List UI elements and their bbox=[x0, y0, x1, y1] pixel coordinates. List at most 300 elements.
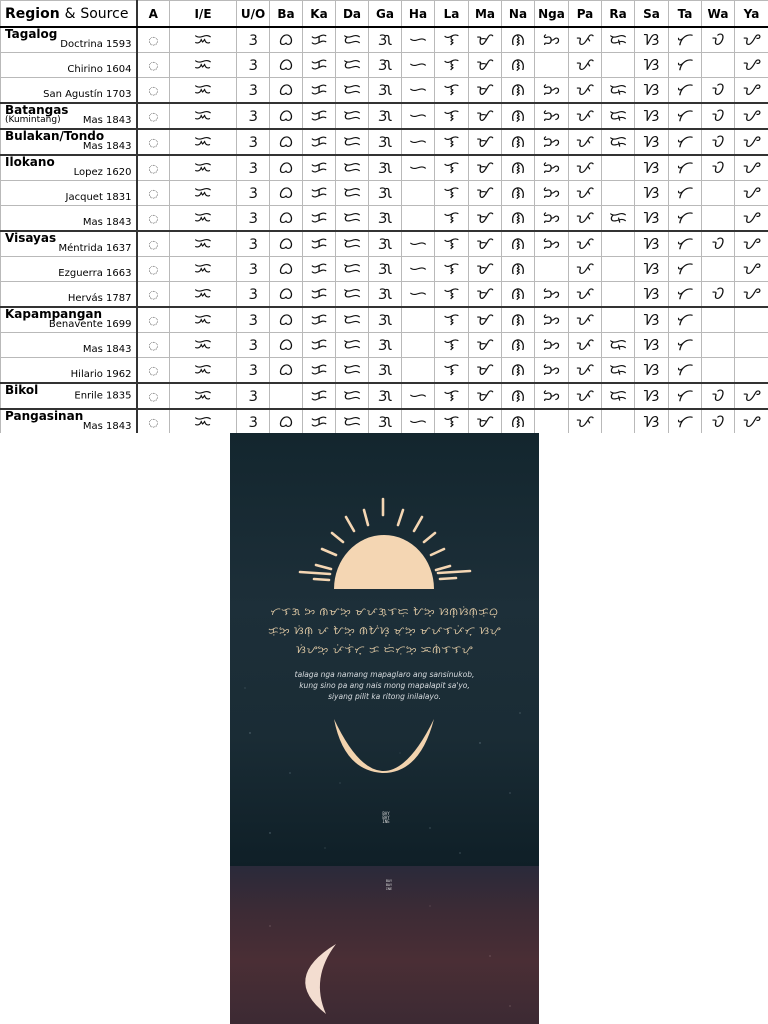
glyph-cell: ᜀ bbox=[137, 129, 170, 155]
glyph-cell: ᜆ bbox=[669, 103, 702, 129]
glyph-cell: ᜊ bbox=[270, 53, 303, 78]
column-header: U/O bbox=[237, 1, 270, 28]
glyph-cell bbox=[702, 206, 735, 232]
glyph-cell: ᜍ bbox=[602, 206, 635, 232]
glyph-cell: ᜇ bbox=[336, 333, 369, 358]
glyph-cell: ᜁ bbox=[170, 78, 237, 104]
glyph-cell: ᜀ bbox=[137, 27, 170, 53]
glyph-cell: ᜎ bbox=[435, 181, 469, 206]
glyph-cell: ᜅ bbox=[535, 206, 569, 232]
region-name: Batangas bbox=[5, 103, 69, 117]
glyph-cell: ᜑ bbox=[402, 129, 435, 155]
glyph-cell: ᜊ bbox=[270, 27, 303, 53]
glyph-cell: ᜀ bbox=[137, 383, 170, 409]
header-row bbox=[1, 1, 768, 28]
table-row bbox=[1, 409, 768, 433]
glyph-cell: ᜄ bbox=[369, 307, 402, 333]
source-name: Enrile 1835 bbox=[74, 390, 132, 402]
glyph-cell: ᜏ bbox=[702, 103, 735, 129]
glyph-cell: ᜎ bbox=[435, 103, 469, 129]
sun-icon bbox=[334, 535, 434, 589]
glyph-cell: ᜃ bbox=[303, 383, 336, 409]
column-header: Ya bbox=[735, 1, 768, 28]
glyph-cell: ᜇ bbox=[336, 155, 369, 181]
source-cell bbox=[1, 383, 137, 409]
source-name: Hilario 1962 bbox=[70, 369, 132, 380]
source-cell bbox=[1, 103, 137, 129]
glyph-cell: ᜈ bbox=[502, 181, 535, 206]
glyph-cell: ᜆ bbox=[669, 307, 702, 333]
glyph-cell: ᜍ bbox=[602, 103, 635, 129]
glyph-cell: ᜉ bbox=[569, 27, 602, 53]
glyph-cell: ᜎ bbox=[435, 231, 469, 257]
glyph-cell: ᜀ bbox=[137, 53, 170, 78]
baybayin-comparison-table bbox=[0, 0, 768, 433]
table-row bbox=[1, 181, 768, 206]
glyph-cell bbox=[702, 53, 735, 78]
table-row bbox=[1, 358, 768, 384]
glyph-cell bbox=[402, 307, 435, 333]
glyph-cell bbox=[735, 333, 768, 358]
glyph-cell: ᜌ bbox=[735, 53, 768, 78]
glyph-cell: ᜑ bbox=[402, 383, 435, 409]
crescent-moon-icon bbox=[305, 944, 336, 1014]
glyph-cell: ᜁ bbox=[170, 358, 237, 384]
glyph-cell: ᜉ bbox=[569, 78, 602, 104]
glyph-cell: ᜑ bbox=[402, 155, 435, 181]
glyph-cell: ᜈ bbox=[502, 383, 535, 409]
glyph-cell: ᜎ bbox=[435, 27, 469, 53]
glyph-cell: ᜌ bbox=[735, 27, 768, 53]
glyph-cell: ᜌ bbox=[735, 155, 768, 181]
glyph-cell: ᜎ bbox=[435, 307, 469, 333]
baybayin-line: ᜆᜎᜄ ᜅ ᜈᜋᜅ᜔ ᜋᜉᜄ᜔ᜎᜇᜓ ᜀᜅ᜔ ᜐᜈ᜔ᜐᜒᜈᜓᜃᜓᜊ᜔ bbox=[270, 606, 499, 618]
glyph-cell: ᜅ bbox=[535, 307, 569, 333]
glyph-cell: ᜁ bbox=[170, 155, 237, 181]
column-header: Wa bbox=[702, 1, 735, 28]
glyph-cell: ᜎ bbox=[435, 155, 469, 181]
glyph-cell: ᜆ bbox=[669, 53, 702, 78]
glyph-cell: ᜂ bbox=[237, 282, 270, 308]
glyph-cell bbox=[535, 53, 569, 78]
glyph-cell: ᜆ bbox=[669, 129, 702, 155]
table-row bbox=[1, 333, 768, 358]
glyph-cell: ᜉ bbox=[569, 409, 602, 433]
glyph-cell: ᜄ bbox=[369, 129, 402, 155]
table-body bbox=[1, 27, 768, 433]
glyph-cell: ᜎ bbox=[435, 358, 469, 384]
glyph-cell: ᜈ bbox=[502, 129, 535, 155]
glyph-cell: ᜈ bbox=[502, 307, 535, 333]
logo-mark: BAY BAY INE bbox=[382, 811, 390, 824]
glyph-cell: ᜐ bbox=[635, 409, 669, 433]
glyph-cell: ᜂ bbox=[237, 129, 270, 155]
region-label: Region bbox=[5, 5, 60, 22]
glyph-cell: ᜌ bbox=[735, 282, 768, 308]
glyph-cell: ᜎ bbox=[435, 333, 469, 358]
glyph-cell: ᜁ bbox=[170, 53, 237, 78]
bottom-panel bbox=[230, 866, 539, 1024]
glyph-cell: ᜑ bbox=[402, 78, 435, 104]
glyph-cell: ᜑ bbox=[402, 257, 435, 282]
glyph-cell: ᜊ bbox=[270, 409, 303, 433]
glyph-cell: ᜐ bbox=[635, 181, 669, 206]
glyph-cell: ᜊ bbox=[270, 78, 303, 104]
glyph-cell: ᜄ bbox=[369, 53, 402, 78]
glyph-cell bbox=[702, 333, 735, 358]
glyph-cell: ᜆ bbox=[669, 383, 702, 409]
glyph-cell: ᜋ bbox=[469, 155, 502, 181]
glyph-cell: ᜏ bbox=[702, 78, 735, 104]
source-cell bbox=[1, 78, 137, 104]
glyph-cell: ᜑ bbox=[402, 27, 435, 53]
source-cell bbox=[1, 409, 137, 433]
glyph-cell: ᜏ bbox=[702, 409, 735, 433]
glyph-cell: ᜈ bbox=[502, 206, 535, 232]
glyph-cell: ᜊ bbox=[270, 282, 303, 308]
table-row bbox=[1, 103, 768, 129]
glyph-cell: ᜂ bbox=[237, 181, 270, 206]
glyph-cell: ᜈ bbox=[502, 358, 535, 384]
glyph-cell: ᜄ bbox=[369, 231, 402, 257]
glyph-cell: ᜃ bbox=[303, 333, 336, 358]
glyph-cell: ᜉ bbox=[569, 181, 602, 206]
glyph-cell: ᜆ bbox=[669, 27, 702, 53]
glyph-cell bbox=[602, 231, 635, 257]
glyph-cell bbox=[702, 358, 735, 384]
glyph-cell bbox=[735, 307, 768, 333]
glyph-cell: ᜄ bbox=[369, 78, 402, 104]
source-name: Benavente 1699 bbox=[48, 319, 132, 330]
glyph-cell: ᜄ bbox=[369, 27, 402, 53]
column-header: Sa bbox=[635, 1, 669, 28]
script-table bbox=[0, 0, 768, 433]
column-header: Ta bbox=[669, 1, 702, 28]
glyph-cell: ᜄ bbox=[369, 383, 402, 409]
column-header: Ma bbox=[469, 1, 502, 28]
glyph-cell: ᜌ bbox=[735, 383, 768, 409]
glyph-cell: ᜀ bbox=[137, 78, 170, 104]
glyph-cell: ᜁ bbox=[170, 383, 237, 409]
glyph-cell: ᜃ bbox=[303, 358, 336, 384]
glyph-cell: ᜊ bbox=[270, 231, 303, 257]
column-header: Ha bbox=[402, 1, 435, 28]
glyph-cell: ᜃ bbox=[303, 27, 336, 53]
region-name: Pangasinan bbox=[5, 409, 84, 423]
glyph-cell: ᜉ bbox=[569, 53, 602, 78]
glyph-cell: ᜇ bbox=[336, 231, 369, 257]
glyph-cell: ᜐ bbox=[635, 282, 669, 308]
glyph-cell: ᜋ bbox=[469, 307, 502, 333]
glyph-cell: ᜎ bbox=[435, 53, 469, 78]
glyph-cell: ᜅ bbox=[535, 155, 569, 181]
glyph-cell: ᜁ bbox=[170, 409, 237, 433]
glyph-cell: ᜏ bbox=[702, 383, 735, 409]
glyph-cell: ᜅ bbox=[535, 383, 569, 409]
region-name: Tagalog bbox=[5, 27, 58, 41]
logo-mark: BAY BAY INE bbox=[385, 879, 393, 891]
glyph-cell: ᜇ bbox=[336, 27, 369, 53]
glyph-cell bbox=[602, 307, 635, 333]
glyph-cell: ᜁ bbox=[170, 206, 237, 232]
glyph-cell: ᜋ bbox=[469, 181, 502, 206]
glyph-cell: ᜉ bbox=[569, 358, 602, 384]
column-header: Na bbox=[502, 1, 535, 28]
glyph-cell: ᜎ bbox=[435, 206, 469, 232]
glyph-cell: ᜅ bbox=[535, 78, 569, 104]
glyph-cell: ᜇ bbox=[336, 129, 369, 155]
source-name: Mas 1843 bbox=[82, 115, 132, 126]
glyph-cell: ᜆ bbox=[669, 358, 702, 384]
glyph-cell bbox=[702, 257, 735, 282]
glyph-cell: ᜊ bbox=[270, 129, 303, 155]
glyph-cell: ᜆ bbox=[669, 181, 702, 206]
glyph-cell: ᜃ bbox=[303, 129, 336, 155]
column-header: Nga bbox=[535, 1, 569, 28]
glyph-cell: ᜀ bbox=[137, 333, 170, 358]
glyph-cell: ᜊ bbox=[270, 155, 303, 181]
source-name: San Agustín 1703 bbox=[43, 89, 132, 100]
source-cell bbox=[1, 257, 137, 282]
glyph-cell: ᜁ bbox=[170, 307, 237, 333]
glyph-cell: ᜈ bbox=[502, 257, 535, 282]
glyph-cell: ᜀ bbox=[137, 358, 170, 384]
glyph-cell: ᜑ bbox=[402, 53, 435, 78]
latin-line: siyang pilit ka ritong inilalayo. bbox=[328, 692, 441, 701]
glyph-cell: ᜈ bbox=[502, 231, 535, 257]
glyph-cell: ᜂ bbox=[237, 409, 270, 433]
source-name: Méntrida 1637 bbox=[58, 243, 132, 254]
glyph-cell: ᜇ bbox=[336, 53, 369, 78]
table-row bbox=[1, 206, 768, 232]
glyph-cell bbox=[270, 383, 303, 409]
glyph-cell: ᜋ bbox=[469, 333, 502, 358]
glyph-cell: ᜐ bbox=[635, 383, 669, 409]
source-name: Jacquet 1831 bbox=[65, 192, 132, 203]
column-header: I/E bbox=[170, 1, 237, 28]
glyph-cell: ᜀ bbox=[137, 103, 170, 129]
glyph-cell: ᜊ bbox=[270, 358, 303, 384]
glyph-cell: ᜋ bbox=[469, 27, 502, 53]
glyph-cell: ᜍ bbox=[602, 358, 635, 384]
glyph-cell: ᜇ bbox=[336, 409, 369, 433]
glyph-cell: ᜆ bbox=[669, 282, 702, 308]
glyph-cell: ᜂ bbox=[237, 155, 270, 181]
column-header: La bbox=[435, 1, 469, 28]
region-name: Bikol bbox=[5, 383, 39, 397]
glyph-cell: ᜂ bbox=[237, 103, 270, 129]
glyph-cell: ᜂ bbox=[237, 27, 270, 53]
source-name: Mas 1843 bbox=[82, 141, 132, 152]
table-row bbox=[1, 129, 768, 155]
glyph-cell: ᜎ bbox=[435, 129, 469, 155]
glyph-cell: ᜐ bbox=[635, 103, 669, 129]
glyph-cell: ᜍ bbox=[602, 27, 635, 53]
table-row bbox=[1, 78, 768, 104]
glyph-cell: ᜃ bbox=[303, 155, 336, 181]
glyph-cell: ᜆ bbox=[669, 231, 702, 257]
glyph-cell: ᜊ bbox=[270, 103, 303, 129]
glyph-cell: ᜀ bbox=[137, 257, 170, 282]
glyph-cell: ᜇ bbox=[336, 257, 369, 282]
glyph-cell: ᜇ bbox=[336, 307, 369, 333]
glyph-cell: ᜉ bbox=[569, 155, 602, 181]
glyph-cell: ᜋ bbox=[469, 129, 502, 155]
table-row bbox=[1, 155, 768, 181]
glyph-cell: ᜈ bbox=[502, 78, 535, 104]
glyph-cell: ᜑ bbox=[402, 282, 435, 308]
glyph-cell: ᜐ bbox=[635, 78, 669, 104]
crescent-moon-icon bbox=[334, 719, 434, 773]
glyph-cell: ᜇ bbox=[336, 383, 369, 409]
glyph-cell: ᜂ bbox=[237, 206, 270, 232]
glyph-cell: ᜆ bbox=[669, 409, 702, 433]
table-row bbox=[1, 231, 768, 257]
table-row bbox=[1, 282, 768, 308]
source-name: Mas 1843 bbox=[82, 217, 132, 228]
glyph-cell: ᜃ bbox=[303, 103, 336, 129]
glyph-cell: ᜀ bbox=[137, 409, 170, 433]
glyph-cell: ᜋ bbox=[469, 257, 502, 282]
glyph-cell: ᜋ bbox=[469, 103, 502, 129]
glyph-cell: ᜑ bbox=[402, 103, 435, 129]
glyph-cell bbox=[402, 333, 435, 358]
glyph-cell: ᜎ bbox=[435, 282, 469, 308]
glyph-cell: ᜀ bbox=[137, 282, 170, 308]
amp-label: & bbox=[64, 5, 76, 22]
glyph-cell: ᜃ bbox=[303, 257, 336, 282]
glyph-cell: ᜉ bbox=[569, 333, 602, 358]
glyph-cell: ᜐ bbox=[635, 27, 669, 53]
source-name: Hervás 1787 bbox=[67, 293, 132, 304]
glyph-cell: ᜋ bbox=[469, 358, 502, 384]
glyph-cell: ᜐ bbox=[635, 358, 669, 384]
glyph-cell: ᜍ bbox=[602, 78, 635, 104]
latin-poem bbox=[230, 669, 539, 702]
glyph-cell: ᜉ bbox=[569, 257, 602, 282]
glyph-cell: ᜐ bbox=[635, 53, 669, 78]
glyph-cell: ᜊ bbox=[270, 181, 303, 206]
glyph-cell: ᜌ bbox=[735, 206, 768, 232]
source-cell bbox=[1, 27, 137, 53]
glyph-cell: ᜅ bbox=[535, 27, 569, 53]
glyph-cell: ᜋ bbox=[469, 78, 502, 104]
column-header: A bbox=[137, 1, 170, 28]
glyph-cell: ᜌ bbox=[735, 78, 768, 104]
glyph-cell bbox=[402, 358, 435, 384]
glyph-cell: ᜈ bbox=[502, 103, 535, 129]
region-subname: (Kumintang) bbox=[5, 115, 61, 125]
glyph-cell: ᜁ bbox=[170, 333, 237, 358]
glyph-cell: ᜆ bbox=[669, 206, 702, 232]
glyph-cell: ᜅ bbox=[535, 181, 569, 206]
glyph-cell: ᜐ bbox=[635, 307, 669, 333]
glyph-cell: ᜅ bbox=[535, 358, 569, 384]
column-header: Ga bbox=[369, 1, 402, 28]
glyph-cell: ᜅ bbox=[535, 103, 569, 129]
glyph-cell: ᜌ bbox=[735, 231, 768, 257]
glyph-cell: ᜄ bbox=[369, 333, 402, 358]
glyph-cell: ᜁ bbox=[170, 103, 237, 129]
glyph-cell: ᜉ bbox=[569, 307, 602, 333]
glyph-cell bbox=[602, 181, 635, 206]
glyph-cell: ᜏ bbox=[702, 282, 735, 308]
source-cell bbox=[1, 155, 137, 181]
column-header: Ba bbox=[270, 1, 303, 28]
glyph-cell: ᜋ bbox=[469, 282, 502, 308]
latin-line: kung sino pa ang nais mong mapalapit sa'yo, bbox=[299, 681, 470, 690]
source-cell bbox=[1, 129, 137, 155]
glyph-cell bbox=[535, 257, 569, 282]
column-header: Ka bbox=[303, 1, 336, 28]
glyph-cell: ᜇ bbox=[336, 282, 369, 308]
glyph-cell: ᜂ bbox=[237, 383, 270, 409]
table-row bbox=[1, 27, 768, 53]
glyph-cell: ᜁ bbox=[170, 257, 237, 282]
glyph-cell bbox=[602, 257, 635, 282]
table-row bbox=[1, 53, 768, 78]
region-source-header bbox=[1, 1, 137, 28]
glyph-cell: ᜃ bbox=[303, 181, 336, 206]
glyph-cell: ᜃ bbox=[303, 409, 336, 433]
glyph-cell: ᜂ bbox=[237, 231, 270, 257]
glyph-cell: ᜑ bbox=[402, 409, 435, 433]
glyph-cell: ᜅ bbox=[535, 231, 569, 257]
glyph-cell: ᜏ bbox=[702, 155, 735, 181]
glyph-cell: ᜄ bbox=[369, 358, 402, 384]
glyph-cell: ᜏ bbox=[702, 129, 735, 155]
glyph-cell: ᜈ bbox=[502, 155, 535, 181]
column-header: Ra bbox=[602, 1, 635, 28]
glyph-cell: ᜆ bbox=[669, 333, 702, 358]
glyph-cell: ᜃ bbox=[303, 282, 336, 308]
region-name: Visayas bbox=[5, 231, 57, 245]
glyph-cell bbox=[602, 53, 635, 78]
baybayin-line: ᜃᜓᜅ᜔ ᜐᜒᜈᜓ ᜉ ᜀᜅ᜔ ᜈᜀᜒᜐ᜔ ᜋᜓᜅ᜔ ᜋᜉᜎᜉᜒᜆ᜔ ᜐᜌᜓ bbox=[268, 625, 501, 637]
glyph-cell: ᜋ bbox=[469, 383, 502, 409]
source-name: Mas 1843 bbox=[82, 344, 132, 355]
glyph-cell bbox=[602, 155, 635, 181]
glyph-cell: ᜆ bbox=[669, 155, 702, 181]
glyph-cell: ᜉ bbox=[569, 282, 602, 308]
glyph-cell: ᜉ bbox=[569, 383, 602, 409]
glyph-cell: ᜈ bbox=[502, 282, 535, 308]
glyph-cell: ᜎ bbox=[435, 78, 469, 104]
glyph-cell: ᜄ bbox=[369, 155, 402, 181]
glyph-cell: ᜋ bbox=[469, 409, 502, 433]
source-cell bbox=[1, 231, 137, 257]
glyph-cell: ᜀ bbox=[137, 155, 170, 181]
glyph-cell: ᜁ bbox=[170, 181, 237, 206]
glyph-cell: ᜄ bbox=[369, 409, 402, 433]
glyph-cell: ᜌ bbox=[735, 257, 768, 282]
glyph-cell: ᜅ bbox=[535, 333, 569, 358]
column-header: Pa bbox=[569, 1, 602, 28]
glyph-cell bbox=[602, 282, 635, 308]
glyph-cell: ᜅ bbox=[535, 129, 569, 155]
glyph-cell bbox=[402, 181, 435, 206]
table-row bbox=[1, 307, 768, 333]
glyph-cell: ᜁ bbox=[170, 231, 237, 257]
glyph-cell: ᜐ bbox=[635, 206, 669, 232]
glyph-cell: ᜇ bbox=[336, 206, 369, 232]
glyph-cell: ᜀ bbox=[137, 307, 170, 333]
glyph-cell: ᜇ bbox=[336, 78, 369, 104]
glyph-cell bbox=[702, 307, 735, 333]
table-row bbox=[1, 257, 768, 282]
glyph-cell: ᜈ bbox=[502, 53, 535, 78]
glyph-cell: ᜁ bbox=[170, 282, 237, 308]
